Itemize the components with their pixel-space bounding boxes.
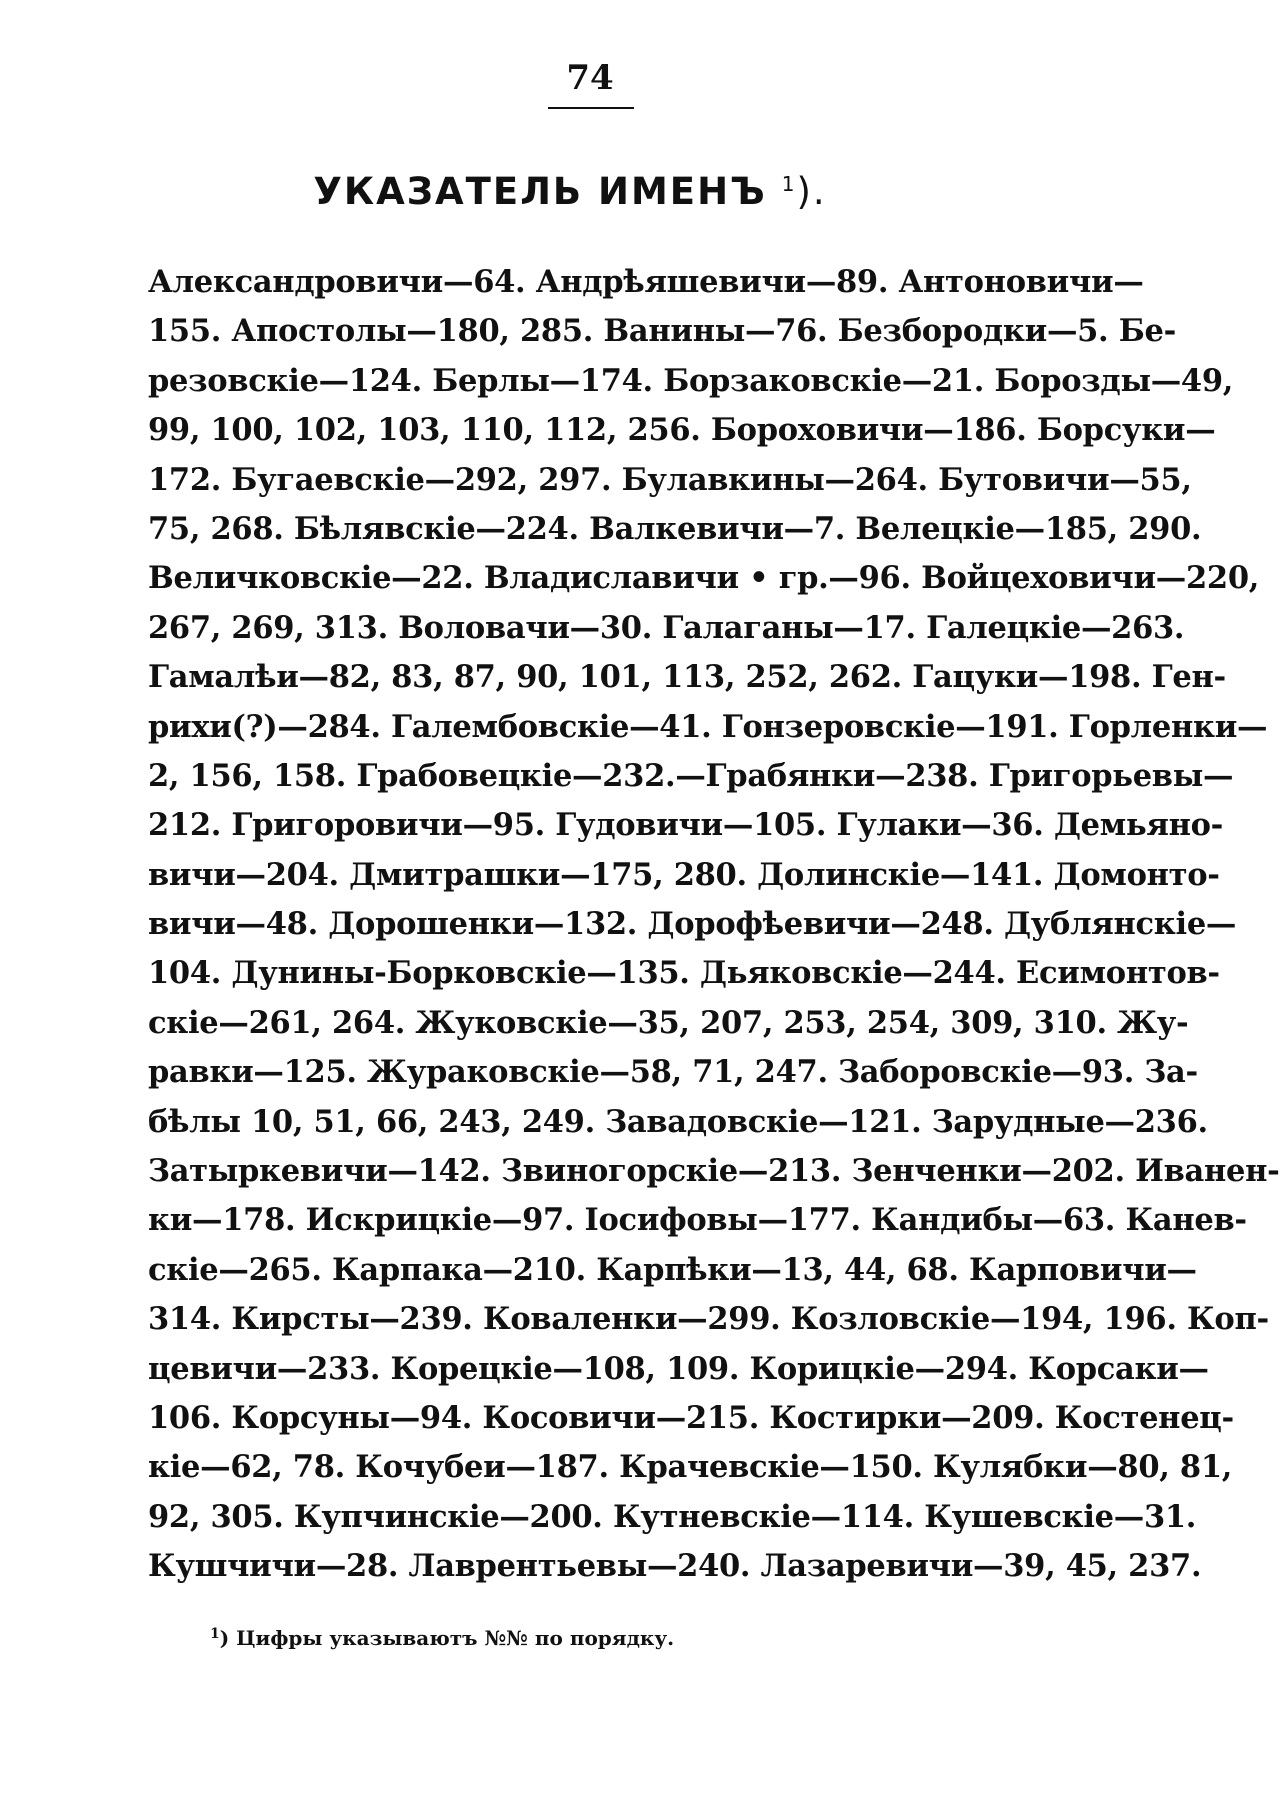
page-title [0, 170, 1140, 213]
index-line: Величковскіе—22. Владиславичи • гр.—96. Войцеховичи—220, [148, 560, 1260, 597]
index-line: 92, 305. Купчинскіе—200. Кутневскіе—114. Кушевскіе—31. [148, 1498, 1197, 1535]
index-line: 75, 268. Бѣлявскіе—224. Валкевичи—7. Велецкіе—185, 290. [148, 510, 1202, 547]
index-line: Гамалѣи—82, 83, 87, 90, 101, 113, 252, 262. Гацуки—198. Ген- [148, 659, 1226, 696]
index-line: цевичи—233. Корецкіе—108, 109. Корицкіе—294. Корсаки— [148, 1350, 1209, 1387]
index-line: вичи—48. Дорошенки—132. Дорофѣевичи—248. Дублянскіе— [148, 906, 1237, 943]
index-line: 172. Бугаевскіе—292, 297. Булавкины—264. Бутовичи—55, [148, 461, 1192, 498]
index-line: Александровичи—64. Андрѣяшевичи—89. Антоновичи— [148, 264, 1144, 300]
index-line: 104. Дунины-Борковскіе—135. Дьяковскіе—244. Есимонтов- [148, 955, 1220, 992]
index-line: вичи—204. Дмитрашки—175, 280. Долинскіе—141. Домонто- [148, 856, 1220, 893]
index-line: рихи(?)—284. Галембовскіе—41. Гонзеровскіе—191. Горленки— [148, 708, 1268, 745]
page-title-text: УКАЗАТЕЛЬ ИМЕНЪ [313, 170, 767, 213]
index-line: 99, 100, 102, 103, 110, 112, 256. Бороховичи—186. Борсуки— [148, 412, 1216, 449]
footnote-text: ) Цифры указываютъ №№ по порядку. [219, 1626, 675, 1650]
index-line: 267, 269, 313. Воловачи—30. Галаганы—17. Галецкіе—263. [148, 609, 1185, 646]
index-line: скіе—261, 264. Жуковскіе—35, 207, 253, 254, 309, 310. Жу- [148, 1004, 1189, 1041]
heading-footnote-mark: 1 [781, 172, 797, 196]
index-line: 314. Кирсты—239. Коваленки—299. Козловскіе—194, 196. Коп- [148, 1301, 1269, 1338]
index-line: 106. Корсуны—94. Косовичи—215. Костирки—209. Костенец- [148, 1399, 1234, 1436]
index-line: 155. Апостолы—180, 285. Ванины—76. Безбородки—5. Бе- [148, 313, 1176, 350]
index-line: 212. Григоровичи—95. Гудовичи—105. Гулаки—36. Демьяно- [148, 807, 1224, 844]
index-line: бѣлы 10, 51, 66, 243, 249. Завадовскіе—121. Зарудные—236. [148, 1103, 1208, 1140]
page-number-underline [548, 107, 634, 109]
footnote-mark: 1 [210, 1626, 220, 1642]
index-line: 2, 156, 158. Грабовецкіе—232.—Грабянки—238. Григорьевы— [148, 757, 1234, 794]
index-line: Кушчичи—28. Лаврентьевы—240. Лазаревичи—39, 45, 237. [148, 1548, 1202, 1585]
index-line: скіе—265. Карпака—210. Карпѣки—13, 44, 68. Карповичи— [148, 1251, 1197, 1288]
index-line: кіе—62, 78. Кочубеи—187. Крачевскіе—150. Кулябки—80, 81, [148, 1449, 1233, 1486]
index-line: равки—125. Жураковскіе—58, 71, 247. Заборовскіе—93. За- [148, 1054, 1198, 1091]
index-line: резовскіе—124. Берлы—174. Борзаковскіе—21. Борозды—49, [148, 362, 1234, 399]
name-index [148, 258, 1280, 1592]
page-number: 74 [566, 58, 614, 98]
footnote [210, 1626, 674, 1650]
heading-close: ). [796, 170, 827, 213]
index-line: ки—178. Искрицкіе—97. Іосифовы—177. Кандибы—63. Канев- [148, 1202, 1247, 1239]
index-line: Затыркевичи—142. Звиногорскіе—213. Зенченки—202. Иванен- [148, 1153, 1280, 1190]
